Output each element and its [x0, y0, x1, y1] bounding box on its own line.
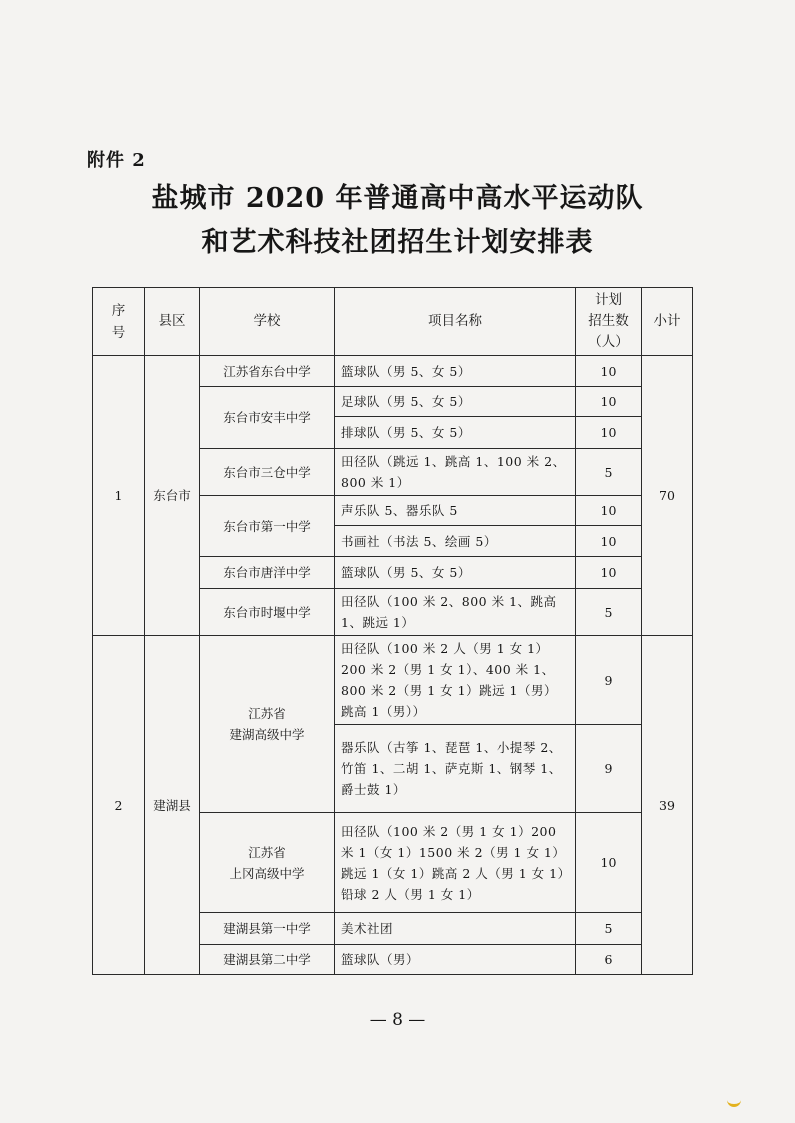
header-subtotal: 小计: [642, 288, 693, 356]
group-index-cell: 1: [93, 356, 145, 636]
subtotal-cell: 70: [642, 356, 693, 636]
county-cell: 东台市: [145, 356, 200, 636]
plan-count-cell: 5: [576, 449, 642, 496]
header-index-text: 序号: [111, 302, 126, 341]
table-body: [93, 356, 693, 975]
project-cell: 排球队（男 5、女 5）: [335, 417, 576, 449]
page-number: — 8 —: [369, 1010, 426, 1030]
subtotal-cell: 39: [642, 636, 693, 975]
project-cell: 器乐队（古筝 1、琵琶 1、小提琴 2、竹笛 1、二胡 1、萨克斯 1、钢琴 1、爵士鼓 1）: [335, 725, 576, 813]
school-cell: 江苏省东台中学: [200, 356, 335, 387]
school-cell: 江苏省 建湖高级中学: [200, 636, 335, 813]
project-cell: 篮球队（男）: [335, 945, 576, 975]
plan-count-cell: 10: [576, 526, 642, 557]
header-plan-line1: 计划: [595, 292, 622, 308]
plan-count-cell: 10: [576, 356, 642, 387]
header-plan: [576, 288, 642, 356]
plan-count-cell: 10: [576, 387, 642, 417]
project-cell: 美术社团: [335, 913, 576, 945]
school-cell: 东台市时堰中学: [200, 589, 335, 636]
table-row: [93, 636, 693, 725]
school-cell: 东台市第一中学: [200, 496, 335, 557]
school-cell: 建湖县第二中学: [200, 945, 335, 975]
project-cell: 篮球队（男 5、女 5）: [335, 356, 576, 387]
project-cell: 田径队（跳远 1、跳高 1、100 米 2、800 米 1）: [335, 449, 576, 496]
plan-count-cell: 9: [576, 636, 642, 725]
plan-count-cell: 10: [576, 813, 642, 913]
group-index-cell: 2: [93, 636, 145, 975]
plan-count-cell: 5: [576, 589, 642, 636]
table-header-row: [93, 288, 693, 356]
header-plan-line3: （人）: [588, 334, 629, 350]
plan-count-cell: 10: [576, 417, 642, 449]
page-title-line2: 和艺术科技社团招生计划安排表: [201, 227, 594, 258]
header-school: 学校: [200, 288, 335, 356]
project-cell: 田径队（100 米 2、800 米 1、跳高 1、跳远 1）: [335, 589, 576, 636]
county-cell: 建湖县: [145, 636, 200, 975]
project-cell: 田径队（100 米 2 人（男 1 女 1）200 米 2（男 1 女 1）、400 米 1、800 米 2（男 1 女 1）跳远 1（男）跳高 1（男））: [335, 636, 576, 725]
plan-count-cell: 10: [576, 557, 642, 589]
plan-count-cell: 5: [576, 913, 642, 945]
project-cell: 田径队（100 米 2（男 1 女 1）200 米 1（女 1）1500 米 2（男 1 女 1）跳远 1（女 1）跳高 2 人（男 1 女 1）铅球 2 人（男 1 女 1）: [335, 813, 576, 913]
school-cell: 建湖县第一中学: [200, 913, 335, 945]
school-cell: 东台市三仓中学: [200, 449, 335, 496]
header-index: [93, 288, 145, 356]
page-title-line1: 盐城市 2020 年普通高中高水平运动队: [151, 183, 644, 214]
header-project: 项目名称: [335, 288, 576, 356]
project-cell: 篮球队（男 5、女 5）: [335, 557, 576, 589]
attachment-label: 附件 2: [87, 150, 146, 171]
school-cell: 东台市唐洋中学: [200, 557, 335, 589]
header-plan-line2: 招生数: [588, 313, 629, 329]
header-county: 县区: [145, 288, 200, 356]
corner-mark: [727, 1096, 741, 1107]
school-cell: 东台市安丰中学: [200, 387, 335, 449]
project-cell: 声乐队 5、器乐队 5: [335, 496, 576, 526]
project-cell: 足球队（男 5、女 5）: [335, 387, 576, 417]
school-cell: 江苏省 上冈高级中学: [200, 813, 335, 913]
plan-count-cell: 10: [576, 496, 642, 526]
table-row: [93, 356, 693, 387]
plan-count-cell: 9: [576, 725, 642, 813]
enrollment-plan-table: [92, 287, 693, 975]
project-cell: 书画社（书法 5、绘画 5）: [335, 526, 576, 557]
plan-count-cell: 6: [576, 945, 642, 975]
